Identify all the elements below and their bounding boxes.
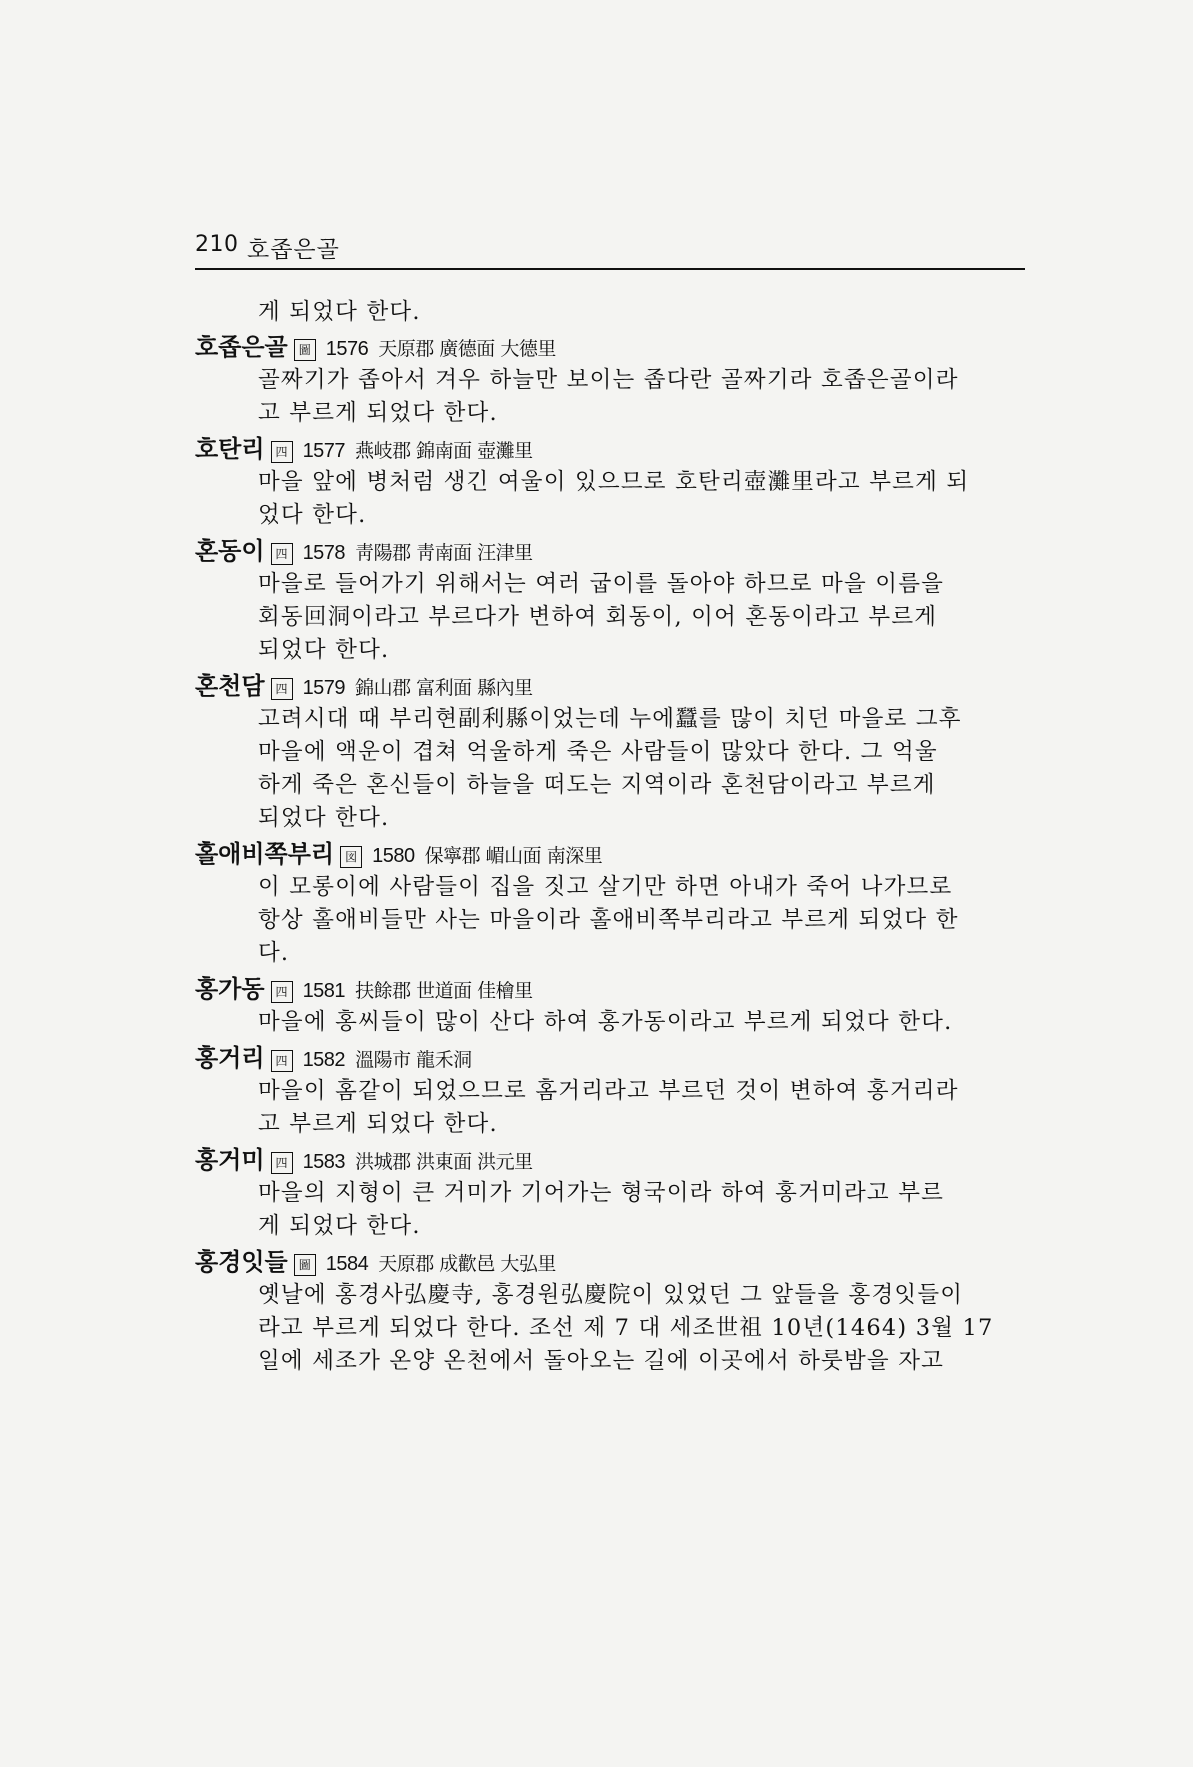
entry-body-line: 골짜기가 좁아서 겨우 하늘만 보이는 좁다란 골짜기라 호좁은골이라 xyxy=(258,367,959,393)
entry-body-line: 게 되었다 한다. xyxy=(258,1213,421,1239)
entry-type-tag: 四 xyxy=(271,678,293,700)
entry-number: 1577 xyxy=(302,440,346,462)
entry-type-tag: 四 xyxy=(271,1050,293,1072)
entry-heading xyxy=(195,1042,472,1076)
entry-body-line: 되었다 한다. xyxy=(258,637,390,663)
entry-number: 1582 xyxy=(302,1049,346,1071)
running-title: 호좁은골 xyxy=(247,237,340,263)
entry-location: 洪城郡 洪東面 洪元里 xyxy=(355,1151,533,1173)
page-header xyxy=(195,228,1025,270)
entry-heading xyxy=(195,331,556,365)
entry-heading xyxy=(195,433,533,467)
entry-type-tag: 圖 xyxy=(294,1254,316,1276)
entry-body-line: 항상 홀애비들만 사는 마을이라 홀애비쪽부리라고 부르게 되었다 한 xyxy=(258,907,959,933)
entry-type-tag: 図 xyxy=(340,846,362,868)
entry-heading xyxy=(195,670,533,704)
entry-body-line: 고려시대 때 부리현副利縣이었는데 누에蠶를 많이 치던 마을로 그후 xyxy=(258,706,962,732)
entry-body-line: 하게 죽은 혼신들이 하늘을 떠도는 지역이라 혼천담이라고 부르게 xyxy=(258,772,936,798)
entry-type-tag: 四 xyxy=(271,981,293,1003)
entry-headword: 호탄리 xyxy=(195,435,265,463)
entry-heading xyxy=(195,535,533,569)
entry-headword: 혼천담 xyxy=(195,672,265,700)
entry-heading xyxy=(195,973,533,1007)
entry-type-tag: 四 xyxy=(271,441,293,463)
entry-number: 1579 xyxy=(302,677,346,699)
entry-location: 溫陽市 龍禾洞 xyxy=(355,1049,472,1071)
entry-location: 天原郡 成歡邑 大弘里 xyxy=(378,1253,556,1275)
entry-location: 靑陽郡 靑南面 汪津里 xyxy=(355,542,533,564)
entry-heading xyxy=(195,1144,533,1178)
entry-headword: 홍가동 xyxy=(195,975,265,1003)
entry-type-tag: 圖 xyxy=(294,339,316,361)
entry-body-line: 라고 부르게 되었다 한다. 조선 제 7 대 세조世祖 10년(1464) 3월 17 xyxy=(258,1315,994,1341)
entry-number: 1578 xyxy=(302,542,346,564)
entry-body-line: 마을에 홍씨들이 많이 산다 하여 홍가동이라고 부르게 되었다 한다. xyxy=(258,1009,953,1035)
entry-number: 1576 xyxy=(325,338,369,360)
entry-body-line: 마을 앞에 병처럼 생긴 여울이 있으므로 호탄리壺灘里라고 부르게 되 xyxy=(258,469,970,495)
entry-number: 1583 xyxy=(302,1151,346,1173)
entry-heading xyxy=(195,1246,556,1280)
entry-body-line: 고 부르게 되었다 한다. xyxy=(258,1111,498,1137)
entry-body-line: 마을이 홈같이 되었으므로 홈거리라고 부르던 것이 변하여 홍거리라 xyxy=(258,1078,959,1104)
page-number: 210 xyxy=(195,232,239,257)
entry-body-line: 마을의 지형이 큰 거미가 기어가는 형국이라 하여 홍거미라고 부르 xyxy=(258,1180,945,1206)
entry-body-line: 일에 세조가 온양 온천에서 돌아오는 길에 이곳에서 하룻밤을 자고 xyxy=(258,1348,945,1374)
entry-body-line: 고 부르게 되었다 한다. xyxy=(258,400,498,426)
entry-heading xyxy=(195,838,602,872)
entry-body-line: 옛날에 홍경사弘慶寺, 홍경원弘慶院이 있었던 그 앞들을 홍경잇들이 xyxy=(258,1282,964,1308)
entry-body-line: 마을에 액운이 겹쳐 억울하게 죽은 사람들이 많았다 한다. 그 억울 xyxy=(258,739,938,765)
entry-location: 保寧郡 嵋山面 南深里 xyxy=(424,845,603,867)
entry-body-line: 게 되었다 한다. xyxy=(258,299,421,325)
entry-body-line: 이 모롱이에 사람들이 집을 짓고 살기만 하면 아내가 죽어 나가므로 xyxy=(258,874,953,900)
entry-body-line: 마을로 들어가기 위해서는 여러 굽이를 돌아야 하므로 마을 이름을 xyxy=(258,571,945,597)
entry-headword: 홍거미 xyxy=(195,1146,265,1174)
entry-number: 1584 xyxy=(325,1253,369,1275)
entry-headword: 혼동이 xyxy=(195,537,265,565)
entry-headword: 홍경잇들 xyxy=(195,1248,288,1276)
entry-body-line: 다. xyxy=(258,940,290,966)
entry-headword: 홍거리 xyxy=(195,1044,265,1072)
entry-location: 錦山郡 富利面 縣內里 xyxy=(355,677,533,699)
entry-body-line: 되었다 한다. xyxy=(258,805,390,831)
entry-body-line: 었다 한다. xyxy=(258,502,367,528)
entry-type-tag: 四 xyxy=(271,1152,293,1174)
entry-type-tag: 四 xyxy=(271,543,293,565)
entry-headword: 호좁은골 xyxy=(195,333,288,361)
entry-body-line: 회동回洞이라고 부르다가 변하여 회동이, 이어 혼동이라고 부르게 xyxy=(258,604,938,630)
entry-location: 天原郡 廣德面 大德里 xyxy=(378,338,556,360)
entry-headword: 홀애비쪽부리 xyxy=(195,840,335,868)
entry-location: 燕岐郡 錦南面 壺灘里 xyxy=(355,440,533,462)
entry-number: 1580 xyxy=(372,845,415,867)
entry-number: 1581 xyxy=(302,980,346,1002)
entry-location: 扶餘郡 世道面 佳檜里 xyxy=(355,980,533,1002)
